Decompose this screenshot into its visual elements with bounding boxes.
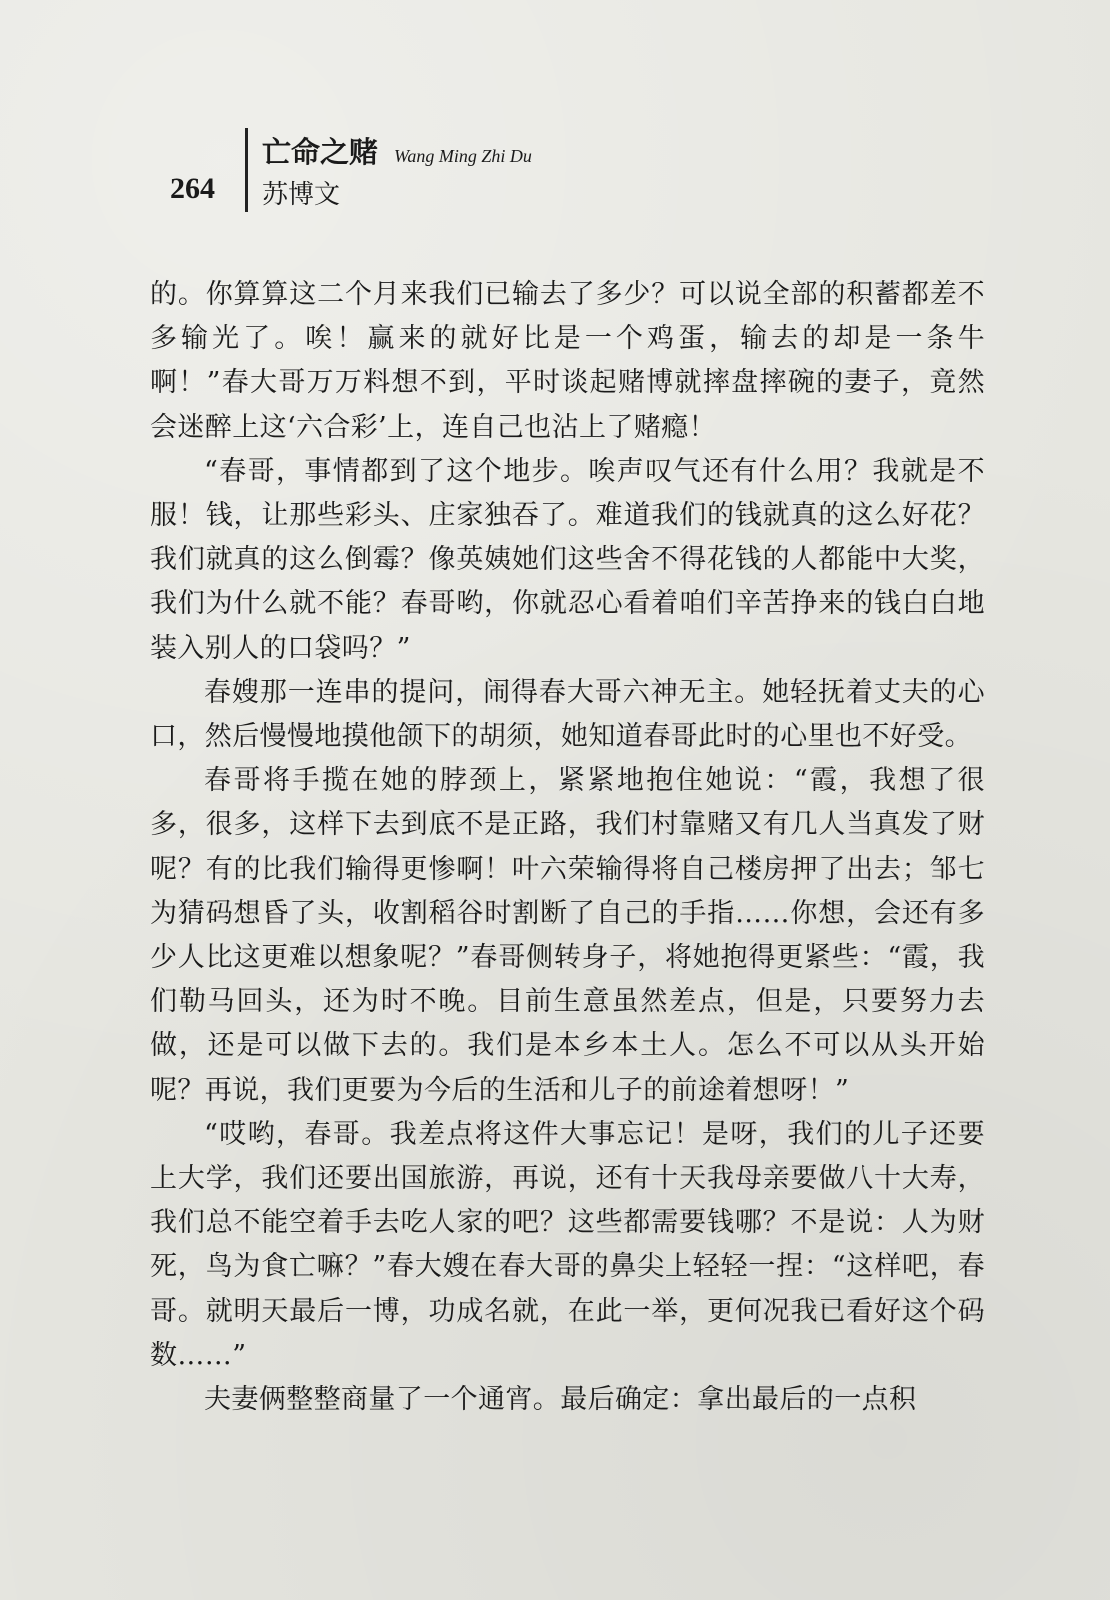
paragraph-2: “春哥，事情都到了这个地步。唉声叹气还有什么用？我就是不服！钱，让那些彩头、庄家独吞了。难道我们的钱就真的这么好花？我们就真的这么倒霉？像英姨她们这些舍不得花钱的人都能中大奖，我们为什么就不能？春哥哟，你就忍心看着咱们辛苦挣来的钱白白地装入别人的口袋吗？” xyxy=(150,455,985,664)
book-title-romanized: Wang Ming Zhi Du xyxy=(394,146,532,166)
author-name: 苏博文 xyxy=(262,180,341,210)
body-text xyxy=(150,273,985,1422)
paragraph-3: 春嫂那一连串的提问，闹得春大哥六神无主。她轻抚着丈夫的心口，然后慢慢地摸他颌下的胡须，她知道春哥此时的心里也不好受。 xyxy=(150,676,985,753)
book-title xyxy=(262,130,532,171)
paragraph-1: 的。你算算这二个月来我们已输去了多少？可以说全部的积蓄都差不多输光了。唉！赢来的就好比是一个鸡蛋，输去的却是一条牛啊！”春大哥万万料想不到，平时谈起赌博就摔盘摔碗的妻子，竟然会迷醉上这‘六合彩’上，连自己也沾上了赌瘾！ xyxy=(150,279,985,443)
paragraph-6: 夫妻俩整整商量了一个通宵。最后确定：拿出最后的一点积 xyxy=(204,1384,917,1416)
page-number: 264 xyxy=(170,172,215,205)
book-title-text: 亡命之赌 xyxy=(262,135,379,169)
header-divider xyxy=(245,128,248,212)
paragraph-5: “哎哟，春哥。我差点将这件大事忘记！是呀，我们的儿子还要上大学，我们还要出国旅游，再说，还有十天我母亲要做八十大寿，我们总不能空着手去吃人家的吧？这些都需要钱哪？不是说：人为财死，鸟为食亡嘛？”春大嫂在春大哥的鼻尖上轻轻一捏：“这样吧，春哥。就明天最后一博，功成名就，在此一举，更何况我已看好这个码数……” xyxy=(150,1118,985,1371)
paragraph-4: 春哥将手揽在她的脖颈上，紧紧地抱住她说：“霞，我想了很多，很多，这样下去到底不是正路，我们村靠赌又有几人当真发了财呢？有的比我们输得更惨啊！叶六荣输得将自己楼房押了出去；邹七为猜码想昏了头，收割稻谷时割断了自己的手指……你想，会还有多少人比这更难以想象呢？”春哥侧转身子，将她抱得更紧些：“霞，我们勒马回头，还为时不晚。目前生意虽然差点，但是，只要努力去做，还是可以做下去的。我们是本乡本土人。怎么不可以从头开始呢？再说，我们更要为今后的生活和儿子的前途着想呀！” xyxy=(150,765,985,1106)
